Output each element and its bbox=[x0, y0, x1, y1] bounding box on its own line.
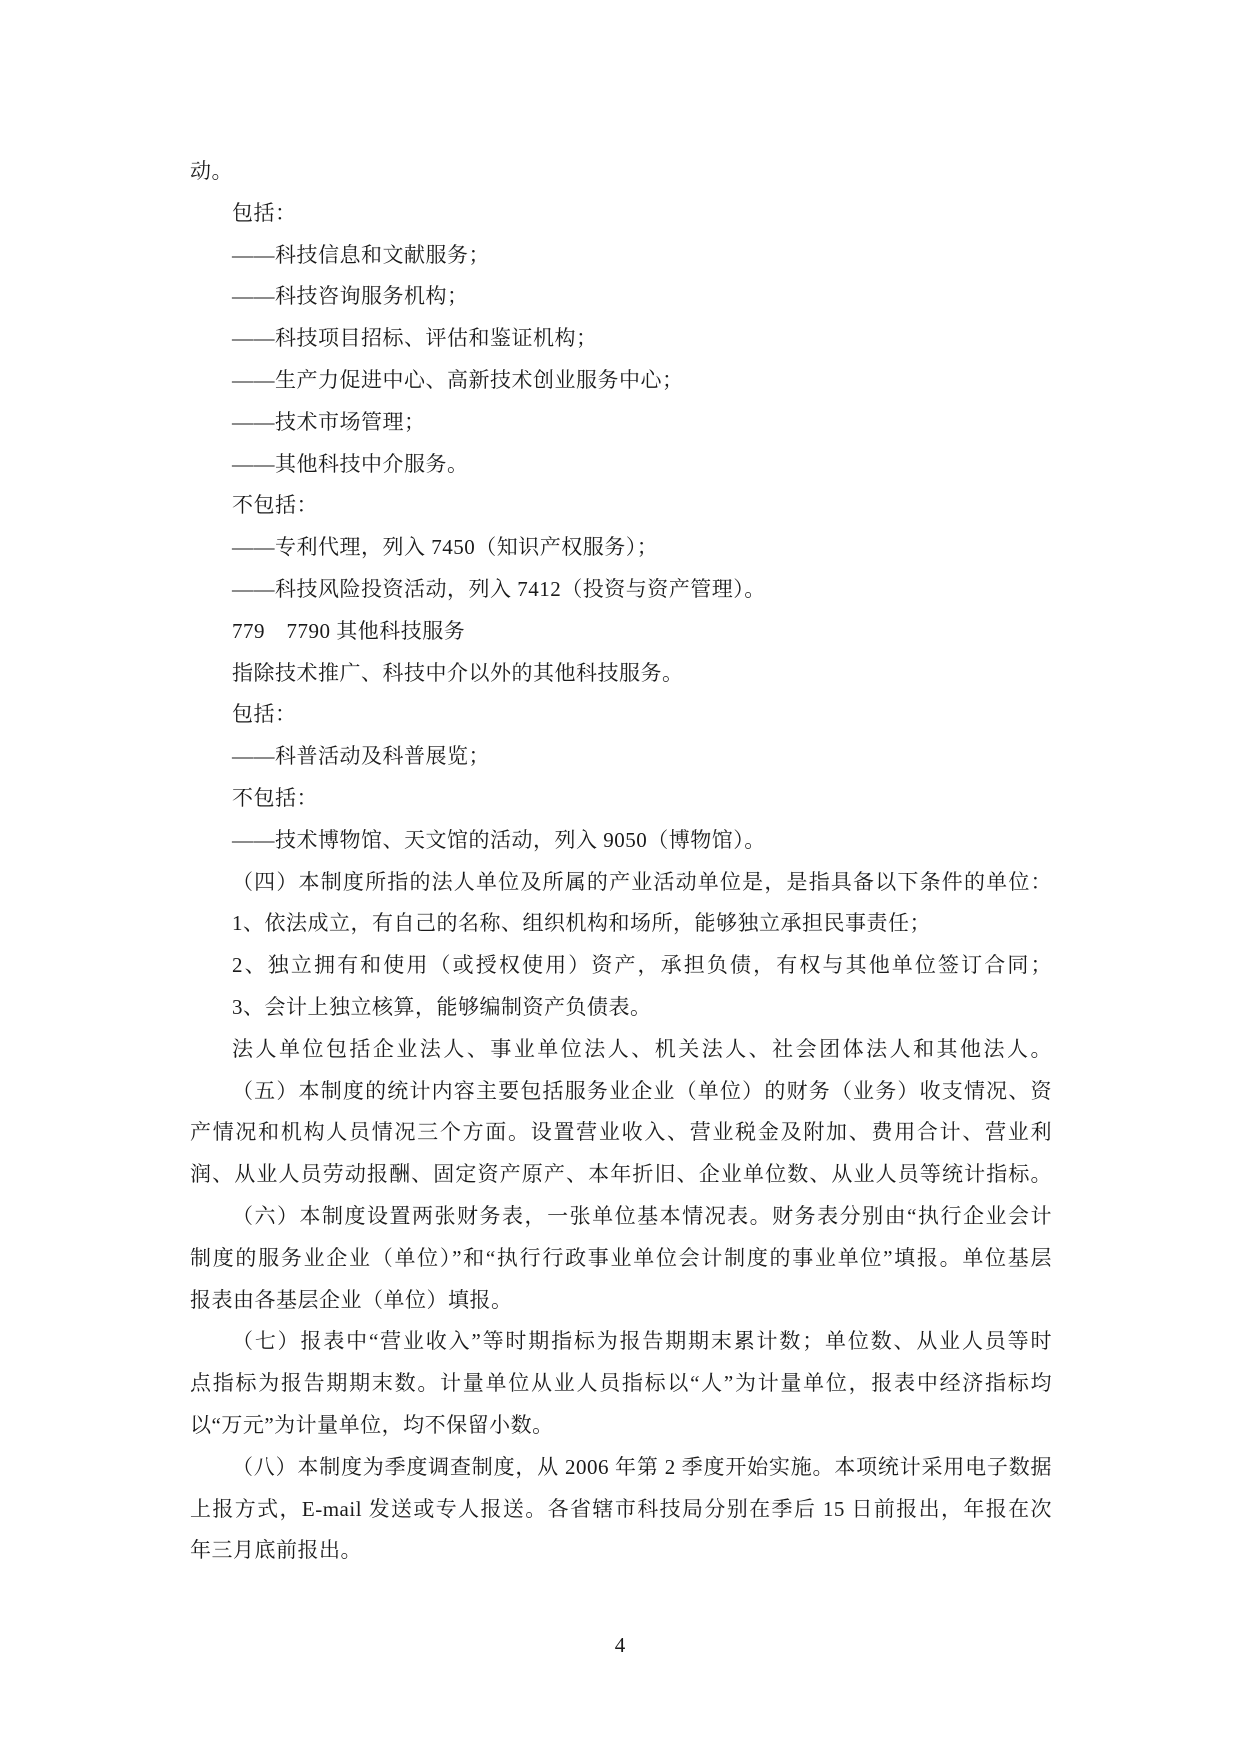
text-line: 3、会计上独立核算，能够编制资产负债表。 bbox=[232, 994, 652, 1019]
text-line: 2、独立拥有和使用（或授权使用）资产，承担负债，有权与其他单位签订合同； bbox=[232, 953, 1052, 978]
text-line: 润、从业人员劳动报酬、固定资产原产、本年折旧、企业单位数、从业人员等统计指标。 bbox=[190, 1162, 1052, 1187]
text-line: 779 7790 其他科技服务 bbox=[232, 618, 466, 643]
text-line: 不包括： bbox=[232, 785, 318, 810]
text-line: 报表由各基层企业（单位）填报。 bbox=[190, 1287, 513, 1312]
text-line: ——其他科技中介服务。 bbox=[232, 451, 469, 476]
text-line: 指除技术推广、科技中介以外的其他科技服务。 bbox=[232, 660, 684, 685]
text-line: ——专利代理，列入 7450（知识产权服务）； bbox=[232, 535, 659, 560]
text-block bbox=[190, 151, 1052, 1572]
text-line: 包括： bbox=[232, 200, 297, 225]
text-line: 包括： bbox=[232, 702, 297, 727]
text-line: 法人单位包括企业法人、事业单位法人、机关法人、社会团体法人和其他法人。 bbox=[232, 1036, 1052, 1061]
text-line: 以“万元”为计量单位，均不保留小数。 bbox=[190, 1412, 554, 1437]
page-number: 4 bbox=[614, 1633, 626, 1657]
text-line: 不包括： bbox=[232, 493, 318, 518]
text-line: ——技术市场管理； bbox=[232, 409, 426, 434]
text-line: ——科技风险投资活动，列入 7412（投资与资产管理）。 bbox=[232, 576, 766, 601]
text-line: ——科技咨询服务机构； bbox=[232, 284, 469, 309]
text-line: ——生产力促进中心、高新技术创业服务中心； bbox=[232, 367, 684, 392]
text-line: （八）本制度为季度调查制度，从 2006 年第 2 季度开始实施。本项统计采用电子数据 bbox=[232, 1454, 1052, 1479]
text-line: （七）报表中“营业收入”等时期指标为报告期期末累计数；单位数、从业人员等时 bbox=[232, 1329, 1052, 1354]
text-line: （六）本制度设置两张财务表，一张单位基本情况表。财务表分别由“执行企业会计 bbox=[232, 1203, 1052, 1228]
text-line: （四）本制度所指的法人单位及所属的产业活动单位是，是指具备以下条件的单位： bbox=[232, 869, 1052, 894]
text-line: ——科技项目招标、评估和鉴证机构； bbox=[232, 326, 598, 351]
text-line: 产情况和机构人员情况三个方面。设置营业收入、营业税金及附加、费用合计、营业利 bbox=[190, 1120, 1052, 1145]
text-line: 动。 bbox=[190, 159, 233, 183]
text-line: 上报方式，E-mail 发送或专人报送。各省辖市科技局分别在季后 15 日前报出，年报在次 bbox=[190, 1496, 1052, 1521]
text-line: 制度的服务业企业（单位）”和“执行行政事业单位会计制度的事业单位”填报。单位基层 bbox=[190, 1245, 1052, 1270]
text-line: ——科普活动及科普展览； bbox=[232, 744, 490, 769]
text-line: ——技术博物馆、天文馆的活动，列入 9050（博物馆）。 bbox=[232, 827, 766, 852]
text-line: 点指标为报告期期末数。计量单位从业人员指标以“人”为计量单位，报表中经济指标均 bbox=[190, 1371, 1052, 1396]
text-line: （五）本制度的统计内容主要包括服务业企业（单位）的财务（业务）收支情况、资 bbox=[232, 1078, 1052, 1103]
text-line: 年三月底前报出。 bbox=[190, 1538, 362, 1563]
text-line: 1、依法成立，有自己的名称、组织机构和场所，能够独立承担民事责任； bbox=[232, 911, 931, 936]
text-line: ——科技信息和文献服务； bbox=[232, 242, 490, 267]
